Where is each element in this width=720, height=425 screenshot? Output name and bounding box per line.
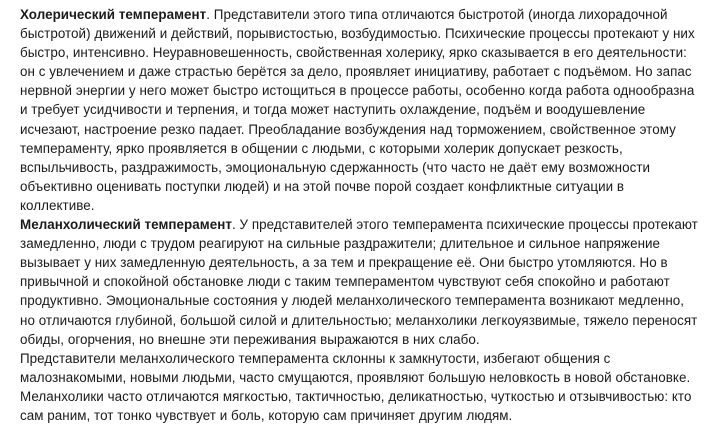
text-closing: Представители меланхолического темперамента склонны к замкнутости, избегают общения с малознакомыми, новыми людьми, часто смущаются, проявляют большую неловкость в новой обстановке. Меланхолики часто отличаются мягкостью, тактичностью, деликатностью, чуткостью и отзывчивостью: кто сам раним, тот тонко чувствует и боль, которую сам причиняет другим людям. — [20, 350, 692, 423]
term-choleric: Холерический темперамент — [20, 7, 207, 22]
document-body — [20, 5, 700, 425]
paragraph-melancholic — [20, 215, 700, 349]
paragraph-choleric — [20, 5, 700, 215]
text-choleric: . Представители этого типа отличаются быстротой (иногда лихорадочной быстротой) движений и действий, порывистостью, возбудимостью. Психические процессы протекают у них быстро, интенсивно. Неуравновешенность, свойственная холерику, ярко сказывается в его деятельности: он с увлечением и даже страстью берётся за дело, проявляет инициативу, работает с подъёмом. Но запас нервной энергии у него может быстро истощиться в процессе работы, особенно когда работа однообразна и требует усидчивости и терпения, и тогда может наступить охлаждение, подъём и воодушевление исчезают, настроение резко падает. Преобладание возбуждения над торможением, свойственное этому темпераменту, ярко проявляется в общении с людьми, с которыми холерик допускает резкость, вспыльчивость, раздражимость, эмоциональную сдержанность (что часто не даёт ему возможности объективно оценивать поступки людей) и на этой почве порой создает конфликтные ситуации в коллективе. — [20, 7, 695, 213]
text-melancholic: . У представителей этого темперамента психические процессы протекают замедленно, люди с трудом реагируют на сильные раздражители; длительное и сильное напряжение вызывает у них замедленную деятельность, а за тем и прекращение её. Они быстро утомляются. Но в привычной и спокойной обстановке люди с таким темпераментом чувствуют себя спокойно и работают продуктивно. Эмоциональные состояния у людей меланхолического темперамента возникают медленно, но отличаются глубиной, большой силой и длительностью; меланхолики легкоуязвимые, тяжело переносят обиды, огорчения, но внешне эти переживания выражаются в них слабо. — [20, 217, 698, 347]
paragraph-closing — [20, 349, 700, 425]
term-melancholic: Меланхолический темперамент — [20, 217, 232, 233]
